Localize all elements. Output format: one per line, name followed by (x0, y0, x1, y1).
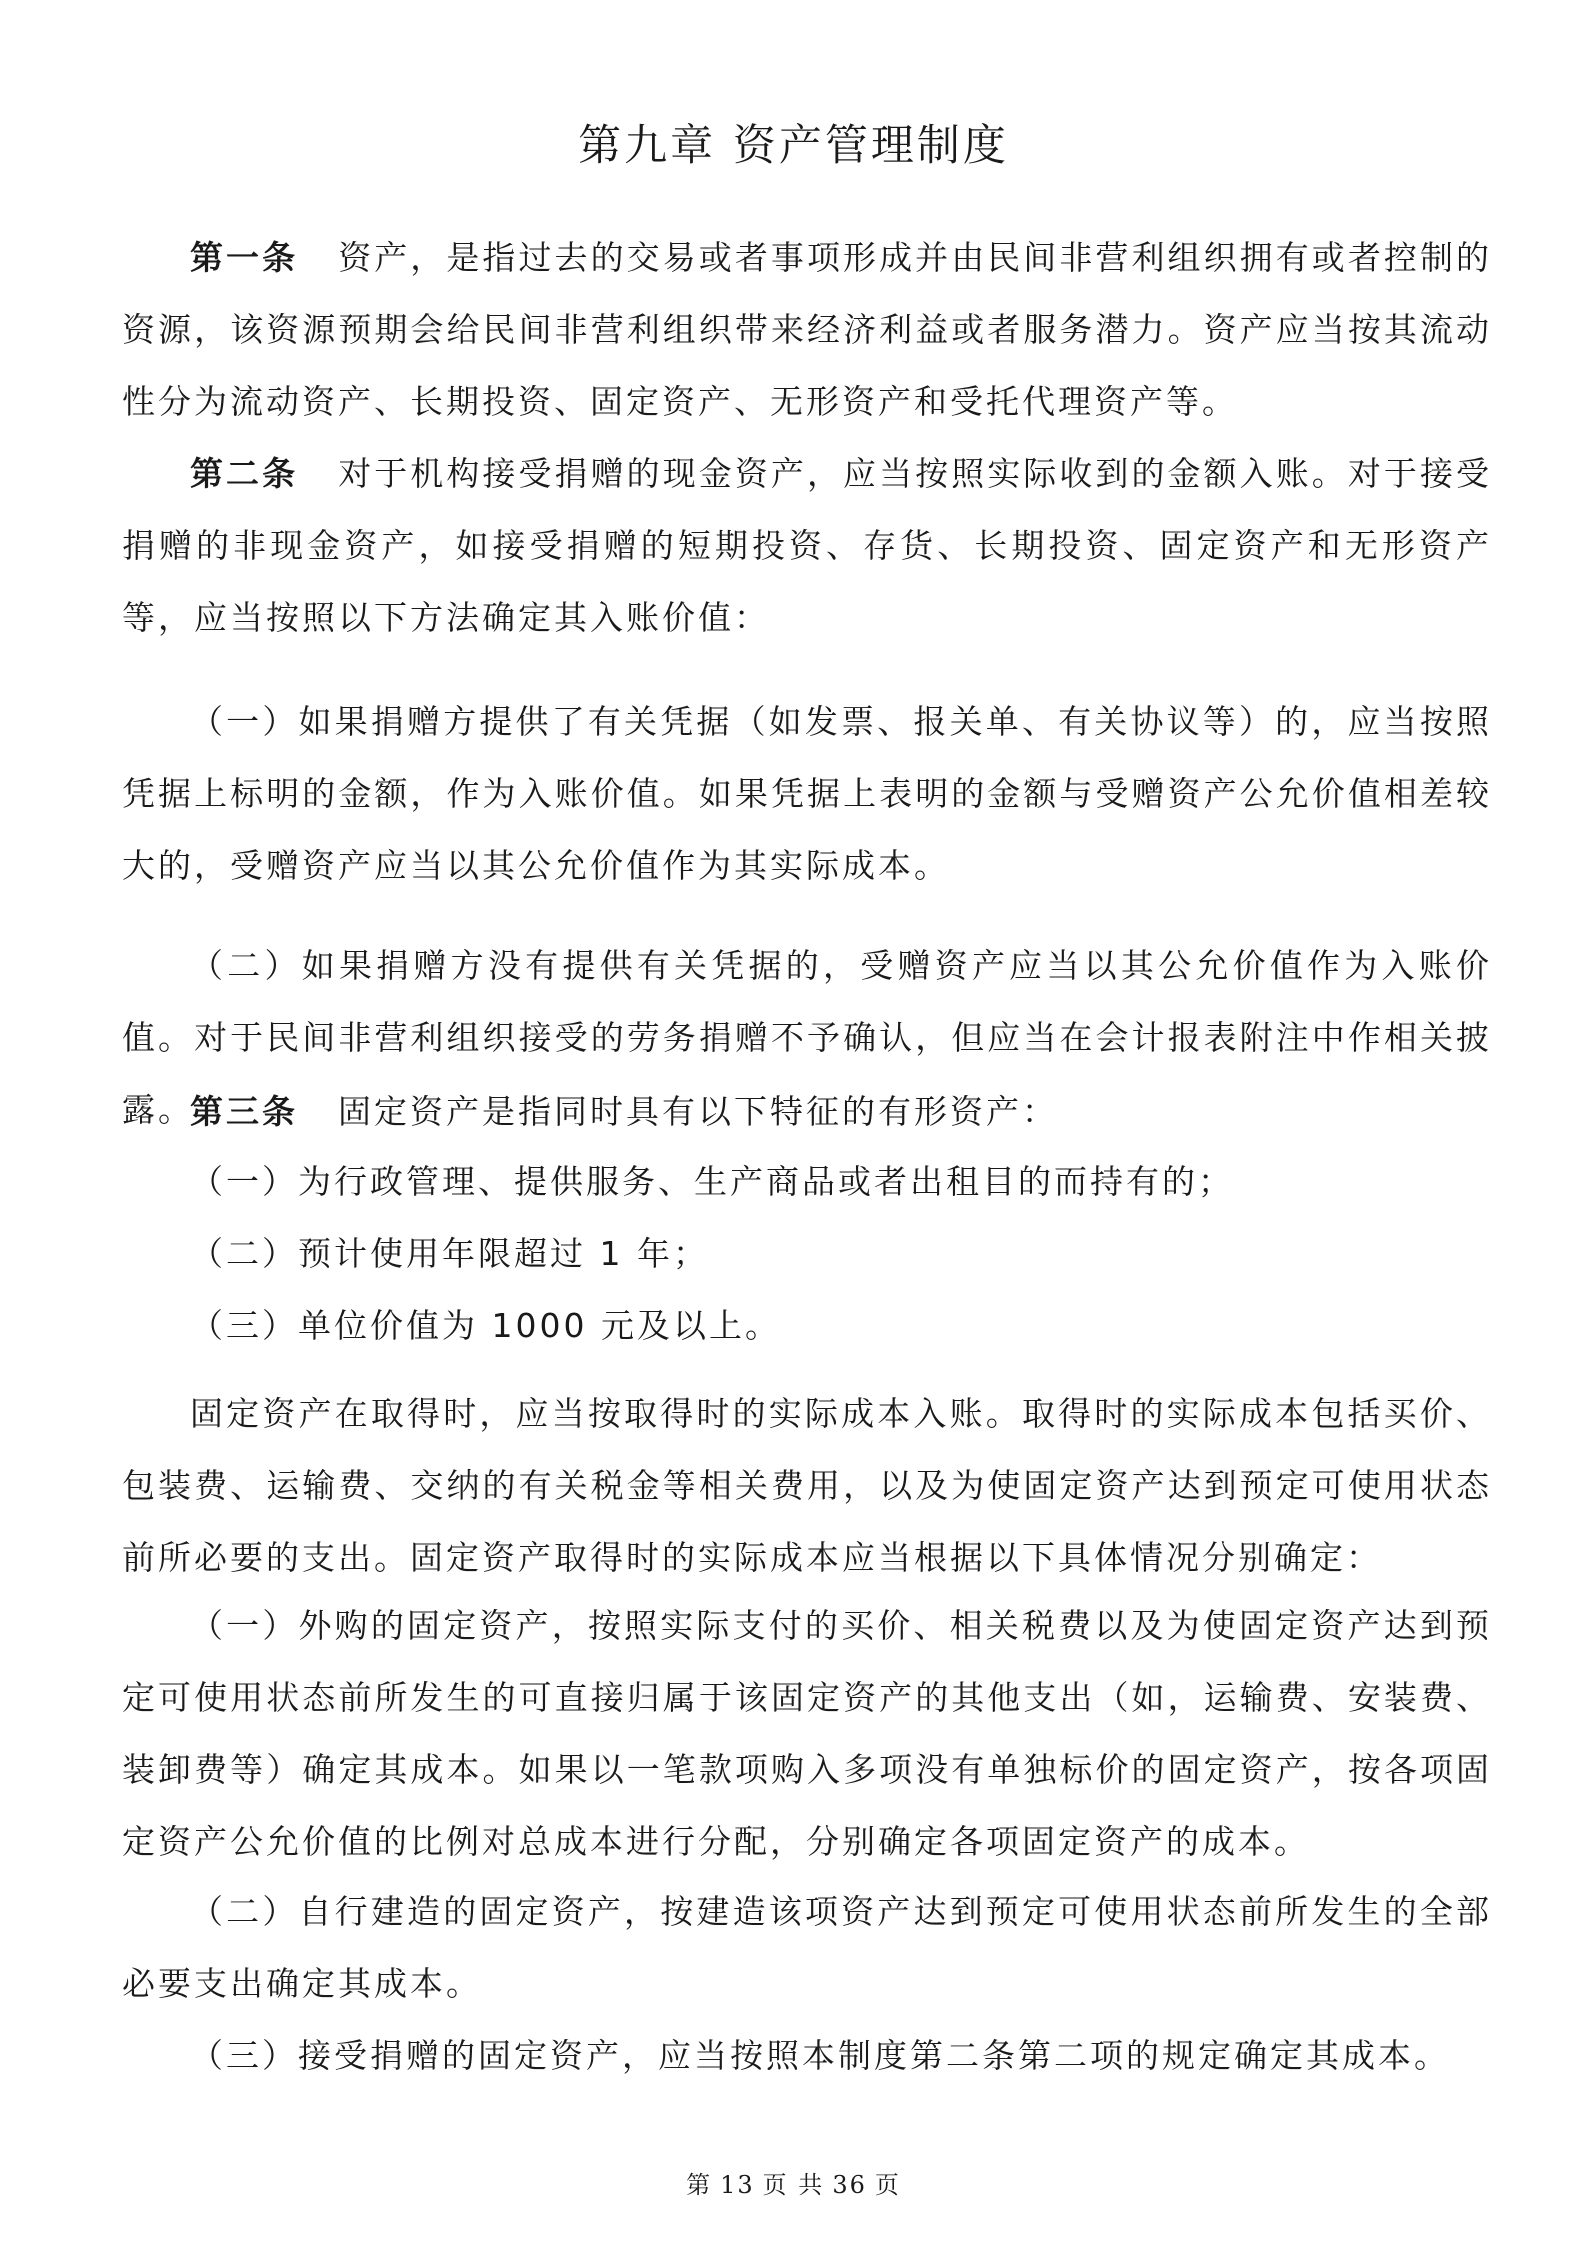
article-text: 对于机构接受捐赠的现金资产，应当按照实际收到的金额入账。对于接受捐赠的非现金资产，如接受捐赠的短期投资、存货、长期投资、固定资产和无形资产等，应当按照以下方法确定其入账价值： (122, 454, 1493, 637)
article-text: 资产，是指过去的交易或者事项形成并由民间非营利组织拥有或者控制的资源，该资源预期会给民间非营利组织带来经济利益或者服务潜力。资产应当按其流动性分为流动资产、长期投资、固定资产、无形资产和受托代理资产等。 (122, 238, 1493, 421)
footer-page-number: 13 (720, 2171, 755, 2199)
chapter-title: 第九章 资产管理制度 (578, 121, 1009, 171)
article-2 (122, 438, 1492, 654)
article-2-item-2: （二）如果捐赠方没有提供有关凭据的，受赠资产应当以其公允价值作为入账价值。对于民间非营利组织接受的劳务捐赠不予确认，但应当在会计报表附注中作相关披露。 (122, 946, 1492, 1129)
cost-item-2: （二）自行建造的固定资产，按建造该项资产达到预定可使用状态前所发生的全部必要支出确定其成本。 (122, 1892, 1492, 2003)
article-3-item-2: （二）预计使用年限超过 1 年； (190, 1234, 709, 1273)
footer-suffix: 页 (874, 2171, 901, 2199)
article-label: 第一条 (190, 238, 299, 277)
fixed-asset-cost-paragraph: 固定资产在取得时，应当按取得时的实际成本入账。取得时的实际成本包括买价、包装费、运输费、交纳的有关税金等相关费用，以及为使固定资产达到预定可使用状态前所必要的支出。固定资产取得时的实际成本应当根据以下具体情况分别确定： (122, 1394, 1492, 1577)
article-3-item-3: （三）单位价值为 1000 元及以上。 (190, 1306, 781, 1345)
cost-item-3: （三）接受捐赠的固定资产，应当按照本制度第二条第二项的规定确定其成本。 (190, 2036, 1450, 2075)
article-label: 第三条 (190, 1092, 298, 1131)
article-label: 第二条 (190, 454, 299, 493)
article-3 (122, 1076, 1492, 1148)
footer-total-pages: 36 (832, 2171, 867, 2199)
footer-middle: 页 共 (762, 2171, 825, 2199)
article-text: 固定资产是指同时具有以下特征的有形资产： (338, 1092, 1058, 1131)
article-2-item-1: （一）如果捐赠方提供了有关凭据（如发票、报关单、有关协议等）的，应当按照凭据上标明的金额，作为入账价值。如果凭据上表明的金额与受赠资产公允价值相差较大的，受赠资产应当以其公允价值作为其实际成本。 (122, 702, 1492, 885)
cost-item-1: （一）外购的固定资产，按照实际支付的买价、相关税费以及为使固定资产达到预定可使用状态前所发生的可直接归属于该固定资产的其他支出（如，运输费、安装费、装卸费等）确定其成本。如果以一笔款项购入多项没有单独标价的固定资产，按各项固定资产公允价值的比例对总成本进行分配，分别确定各项固定资产的成本。 (122, 1606, 1492, 1861)
article-1 (122, 222, 1492, 438)
footer-prefix: 第 (686, 2171, 713, 2199)
page-footer (0, 2165, 1587, 2200)
article-3-item-1: （一）为行政管理、提供服务、生产商品或者出租目的而持有的； (190, 1162, 1234, 1201)
